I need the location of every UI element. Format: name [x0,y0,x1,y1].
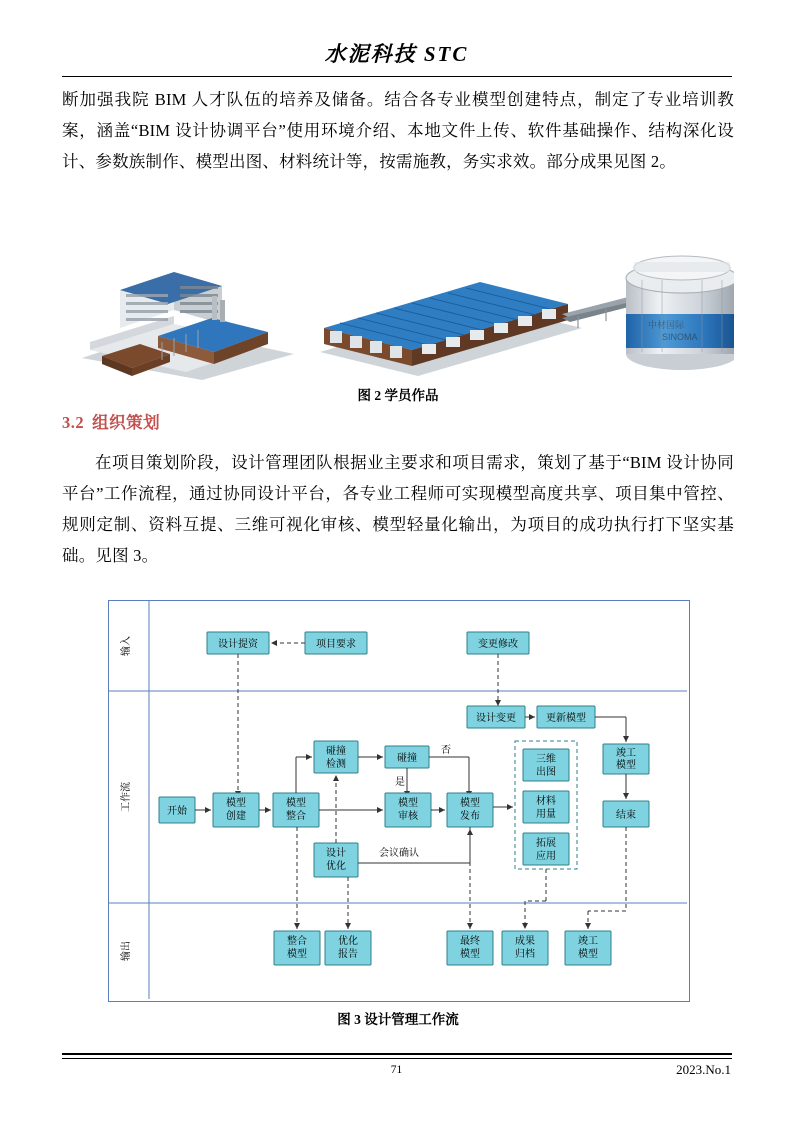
svg-text:模型: 模型 [398,798,418,809]
figure-student-works [62,232,734,380]
node-model-create [213,793,259,827]
svg-text:模型: 模型 [286,798,306,809]
svg-text:竣工: 竣工 [578,936,598,947]
figure-workflow-diagram [108,600,690,1002]
svg-text:竣工: 竣工 [616,748,636,759]
node-start [159,797,195,823]
svg-text:SINOMA: SINOMA [662,332,698,342]
svg-text:项目要求: 项目要求 [316,639,356,650]
svg-text:整合: 整合 [286,811,306,822]
svg-text:拓展: 拓展 [536,838,556,849]
svg-text:模型: 模型 [226,798,246,809]
svg-text:设计: 设计 [326,848,346,859]
svg-text:发布: 发布 [460,811,480,822]
lane-label-output: 输出 [121,941,132,961]
footer-divider-thin [62,1058,732,1059]
node-model-merge [273,793,319,827]
renderings-image [62,232,734,380]
node-design-change [467,706,525,728]
node-extended-application [523,833,569,865]
node-design-brief [207,632,269,654]
edge-label-yes: 是 [395,777,405,788]
svg-text:优化: 优化 [326,861,346,872]
paragraph-1: 断加强我院 BIM 人才队伍的培养及储备。结合各专业模型创建特点，制定了专业培训教案，涵盖“BIM 设计协调平台”使用环境介绍、本地文件上传、软件基础操作、结构深化设计、参数族制作、模型出图、材料统计等，按需施教，务实求效。部分成果见图 2。 [62,90,734,171]
edge-label-no: 否 [441,745,451,756]
journal-title: 水泥科技 STC [324,42,469,66]
svg-text:材料: 材料 [536,796,556,807]
svg-text:碰撞: 碰撞 [397,753,417,764]
edge-label-meeting-confirm: 会议确认 [379,848,419,859]
section-title: 组织策划 [92,413,161,432]
svg-text:三维: 三维 [536,754,556,765]
svg-text:模型: 模型 [460,949,480,960]
svg-text:整合: 整合 [287,936,307,947]
section-heading [62,409,160,433]
svg-text:优化: 优化 [338,936,358,947]
node-end [603,801,649,827]
section-number: 3.2 [62,413,85,432]
node-merged-model [274,931,320,965]
svg-text:创建: 创建 [226,811,246,822]
paragraph-2: 在项目策划阶段，设计管理团队根据业主要求和项目需求，策划了基于“BIM 设计协同平台”工作流程，通过协同设计平台，各专业工程师可实现模型高度共享、项目集中管控、规则定制、资料互提、三维可视化审核、模型轻量化输出，为项目的成功执行打下坚实基础。见图 3。 [62,453,734,565]
svg-text:开始: 开始 [167,806,187,817]
svg-text:碰撞: 碰撞 [326,746,346,757]
node-model-review [385,793,431,827]
lane-label-input: 输入 [121,636,132,656]
svg-text:模型: 模型 [578,949,598,960]
node-project-requirement [305,632,367,654]
svg-text:出图: 出图 [536,767,556,778]
svg-text:中材国际: 中材国际 [648,320,685,330]
figure-2-caption: 图 3 设计管理工作流 [337,1012,459,1027]
node-optimization-report [325,931,371,965]
footer-divider-thick [62,1053,732,1055]
node-deliverable-archive [502,931,548,965]
svg-text:报告: 报告 [338,949,358,960]
node-final-model [447,931,493,965]
node-clash [385,746,429,768]
svg-text:模型: 模型 [460,798,480,809]
svg-text:结束: 结束 [616,810,636,821]
svg-text:应用: 应用 [536,851,556,862]
workflow-svg [109,601,687,999]
svg-text:用量: 用量 [536,809,556,820]
node-update-model [537,706,595,728]
node-change-request [467,632,529,654]
lane-label-process: 工作流 [121,782,132,812]
svg-text:审核: 审核 [398,811,418,822]
page-header [0,38,793,68]
node-model-publish [447,793,493,827]
figure-1-caption: 图 2 学员作品 [357,388,439,403]
node-as-built-model [603,744,649,774]
svg-text:设计变更: 设计变更 [476,713,516,724]
header-divider [62,76,732,77]
node-design-optimize [314,843,358,877]
svg-text:归档: 归档 [515,949,535,960]
svg-text:更新模型: 更新模型 [546,713,586,724]
issue-number: 2023.No.1 [676,1062,731,1077]
svg-text:检测: 检测 [326,759,346,770]
node-final-as-built-model [565,931,611,965]
node-3d-drawing [523,749,569,781]
page-number: 71 [390,1064,403,1076]
svg-text:模型: 模型 [287,949,307,960]
node-clash-detection [314,741,358,773]
svg-text:变更修改: 变更修改 [478,639,518,650]
svg-text:成果: 成果 [515,936,535,947]
svg-text:设计提资: 设计提资 [218,639,258,650]
svg-text:最终: 最终 [460,936,480,947]
svg-text:模型: 模型 [616,760,636,771]
node-material-quantity [523,791,569,823]
